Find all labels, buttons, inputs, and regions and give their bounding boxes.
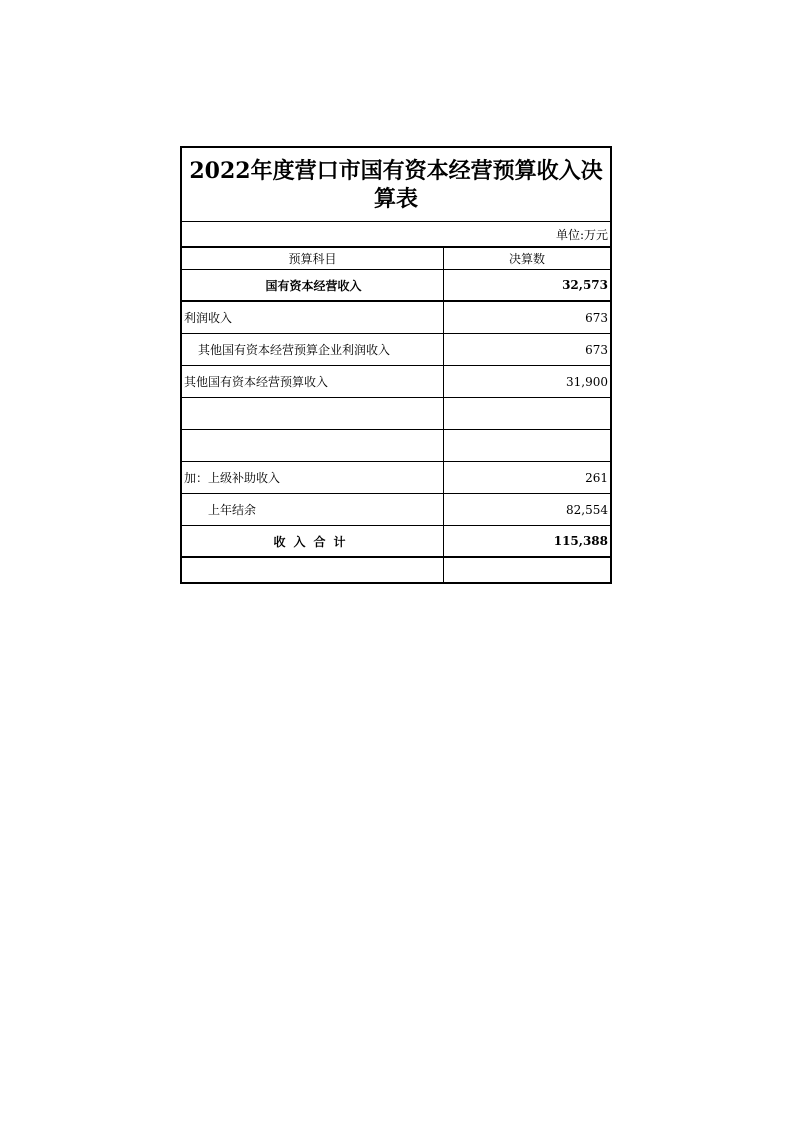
row-value bbox=[444, 398, 610, 429]
row-label: 上年结余 bbox=[182, 494, 444, 525]
table-row bbox=[182, 398, 610, 430]
table-row bbox=[182, 366, 610, 398]
budget-table bbox=[180, 146, 612, 584]
table-row bbox=[182, 558, 610, 582]
row-label bbox=[182, 430, 444, 461]
row-label bbox=[182, 398, 444, 429]
header-amount: 决算数 bbox=[508, 252, 545, 266]
row-label: 其他国有资本经营预算收入 bbox=[182, 366, 444, 397]
table-row bbox=[182, 494, 610, 526]
table-title: 2022年度营口市国有资本经营预算收入决算表 bbox=[182, 148, 610, 222]
row-value bbox=[444, 430, 610, 461]
row-label bbox=[182, 558, 444, 582]
row-value: 261 bbox=[585, 470, 608, 485]
header-row bbox=[182, 248, 610, 270]
row-value bbox=[444, 558, 610, 582]
row-label: 国有资本经营收入 bbox=[182, 270, 444, 300]
header-item: 预算科目 bbox=[182, 248, 444, 269]
row-value: 82,554 bbox=[566, 502, 608, 517]
row-value: 31,900 bbox=[566, 374, 608, 389]
row-label: 利润收入 bbox=[182, 302, 444, 333]
row-value: 115,388 bbox=[553, 534, 608, 548]
row-value: 673 bbox=[585, 342, 608, 357]
row-label bbox=[182, 526, 444, 556]
row-value: 673 bbox=[585, 310, 608, 325]
table-row bbox=[182, 302, 610, 334]
table-row bbox=[182, 334, 610, 366]
row-value: 32,573 bbox=[562, 278, 608, 292]
table-row bbox=[182, 430, 610, 462]
row-label: 加：上级补助收入 bbox=[182, 462, 444, 493]
table-row-total bbox=[182, 526, 610, 558]
row-label: 其他国有资本经营预算企业利润收入 bbox=[182, 334, 444, 365]
total-label: 收入合计 bbox=[273, 534, 354, 549]
table-row bbox=[182, 270, 610, 302]
table-row bbox=[182, 462, 610, 494]
unit-label: 单位:万元 bbox=[182, 222, 610, 248]
